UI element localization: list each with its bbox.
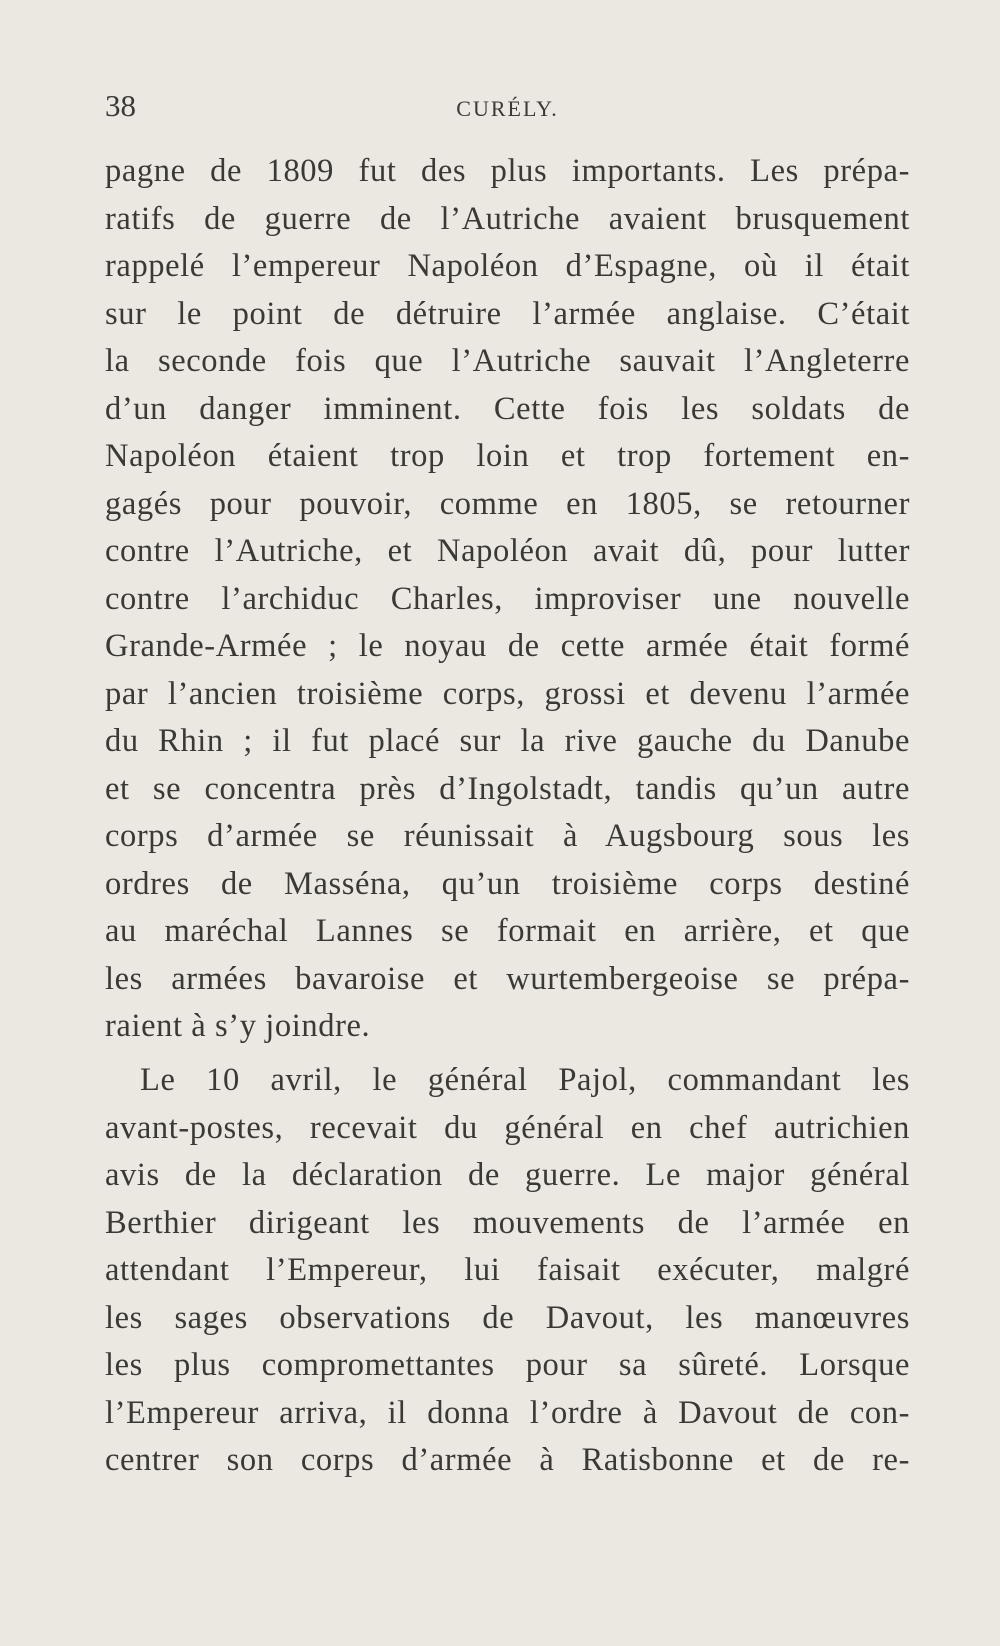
text-line: ordres de Masséna, qu’un troisième corps destiné xyxy=(105,865,910,902)
text-line: Berthier dirigeant les mouvements de l’armée en xyxy=(105,1204,910,1241)
text-line: d’un danger imminent. Cette fois les soldats de xyxy=(105,390,910,427)
text-line: contre l’Autriche, et Napoléon avait dû, pour lutter xyxy=(105,533,910,569)
text-line: au maréchal Lannes se formait en arrière, et que xyxy=(105,913,910,949)
paragraph-2 xyxy=(105,1057,910,1485)
text-line: du Rhin ; il fut placé sur la rive gauche du Danube xyxy=(105,723,910,759)
text-line: avis de la déclaration de guerre. Le major général xyxy=(105,1157,910,1193)
text-line: avant-postes, recevait du général en chef autrichien xyxy=(105,1109,910,1146)
text-line: attendant l’Empereur, lui faisait exécuter, malgré xyxy=(105,1252,910,1288)
text-line: Grande-Armée ; le noyau de cette armée était formé xyxy=(105,628,910,664)
text-line: Le 10 avril, le général Pajol, commandant les xyxy=(140,1062,910,1098)
text-line: la seconde fois que l’Autriche sauvait l’Angleterre xyxy=(105,343,910,379)
text-line: gagés pour pouvoir, comme en 1805, se retourner xyxy=(105,485,910,522)
text-line: par l’ancien troisième corps, grossi et devenu l’armée xyxy=(105,675,910,712)
running-title: CURÉLY. xyxy=(456,96,559,121)
text-line: raient à s’y joindre. xyxy=(105,1008,371,1044)
text-line: les plus compromettantes pour sa sûreté. Lorsque xyxy=(105,1347,910,1383)
running-head xyxy=(105,88,910,128)
text-line: sur le point de détruire l’armée anglaise. C’était xyxy=(105,295,910,332)
text-line: pagne de 1809 fut des plus importants. Les prépa- xyxy=(105,153,910,189)
text-line: Napoléon étaient trop loin et trop fortement en- xyxy=(105,438,910,474)
text-line: centrer son corps d’armée à Ratisbonne et de re- xyxy=(105,1442,910,1478)
text-line: corps d’armée se réunissait à Augsbourg sous les xyxy=(105,818,910,854)
text-line: l’Empereur arriva, il donna l’ordre à Davout de con- xyxy=(105,1394,910,1431)
page-number: 38 xyxy=(105,88,136,123)
text-line: et se concentra près d’Ingolstadt, tandis qu’un autre xyxy=(105,770,910,807)
paragraph-1 xyxy=(105,148,910,1051)
text-line: contre l’archiduc Charles, improviser une nouvelle xyxy=(105,580,910,617)
text-line: les armées bavaroise et wurtembergeoise se prépa- xyxy=(105,960,910,997)
text-line: ratifs de guerre de l’Autriche avaient brusquement xyxy=(105,200,910,237)
text-line: rappelé l’empereur Napoléon d’Espagne, où il était xyxy=(105,248,910,284)
text-line: les sages observations de Davout, les manœuvres xyxy=(105,1299,910,1336)
